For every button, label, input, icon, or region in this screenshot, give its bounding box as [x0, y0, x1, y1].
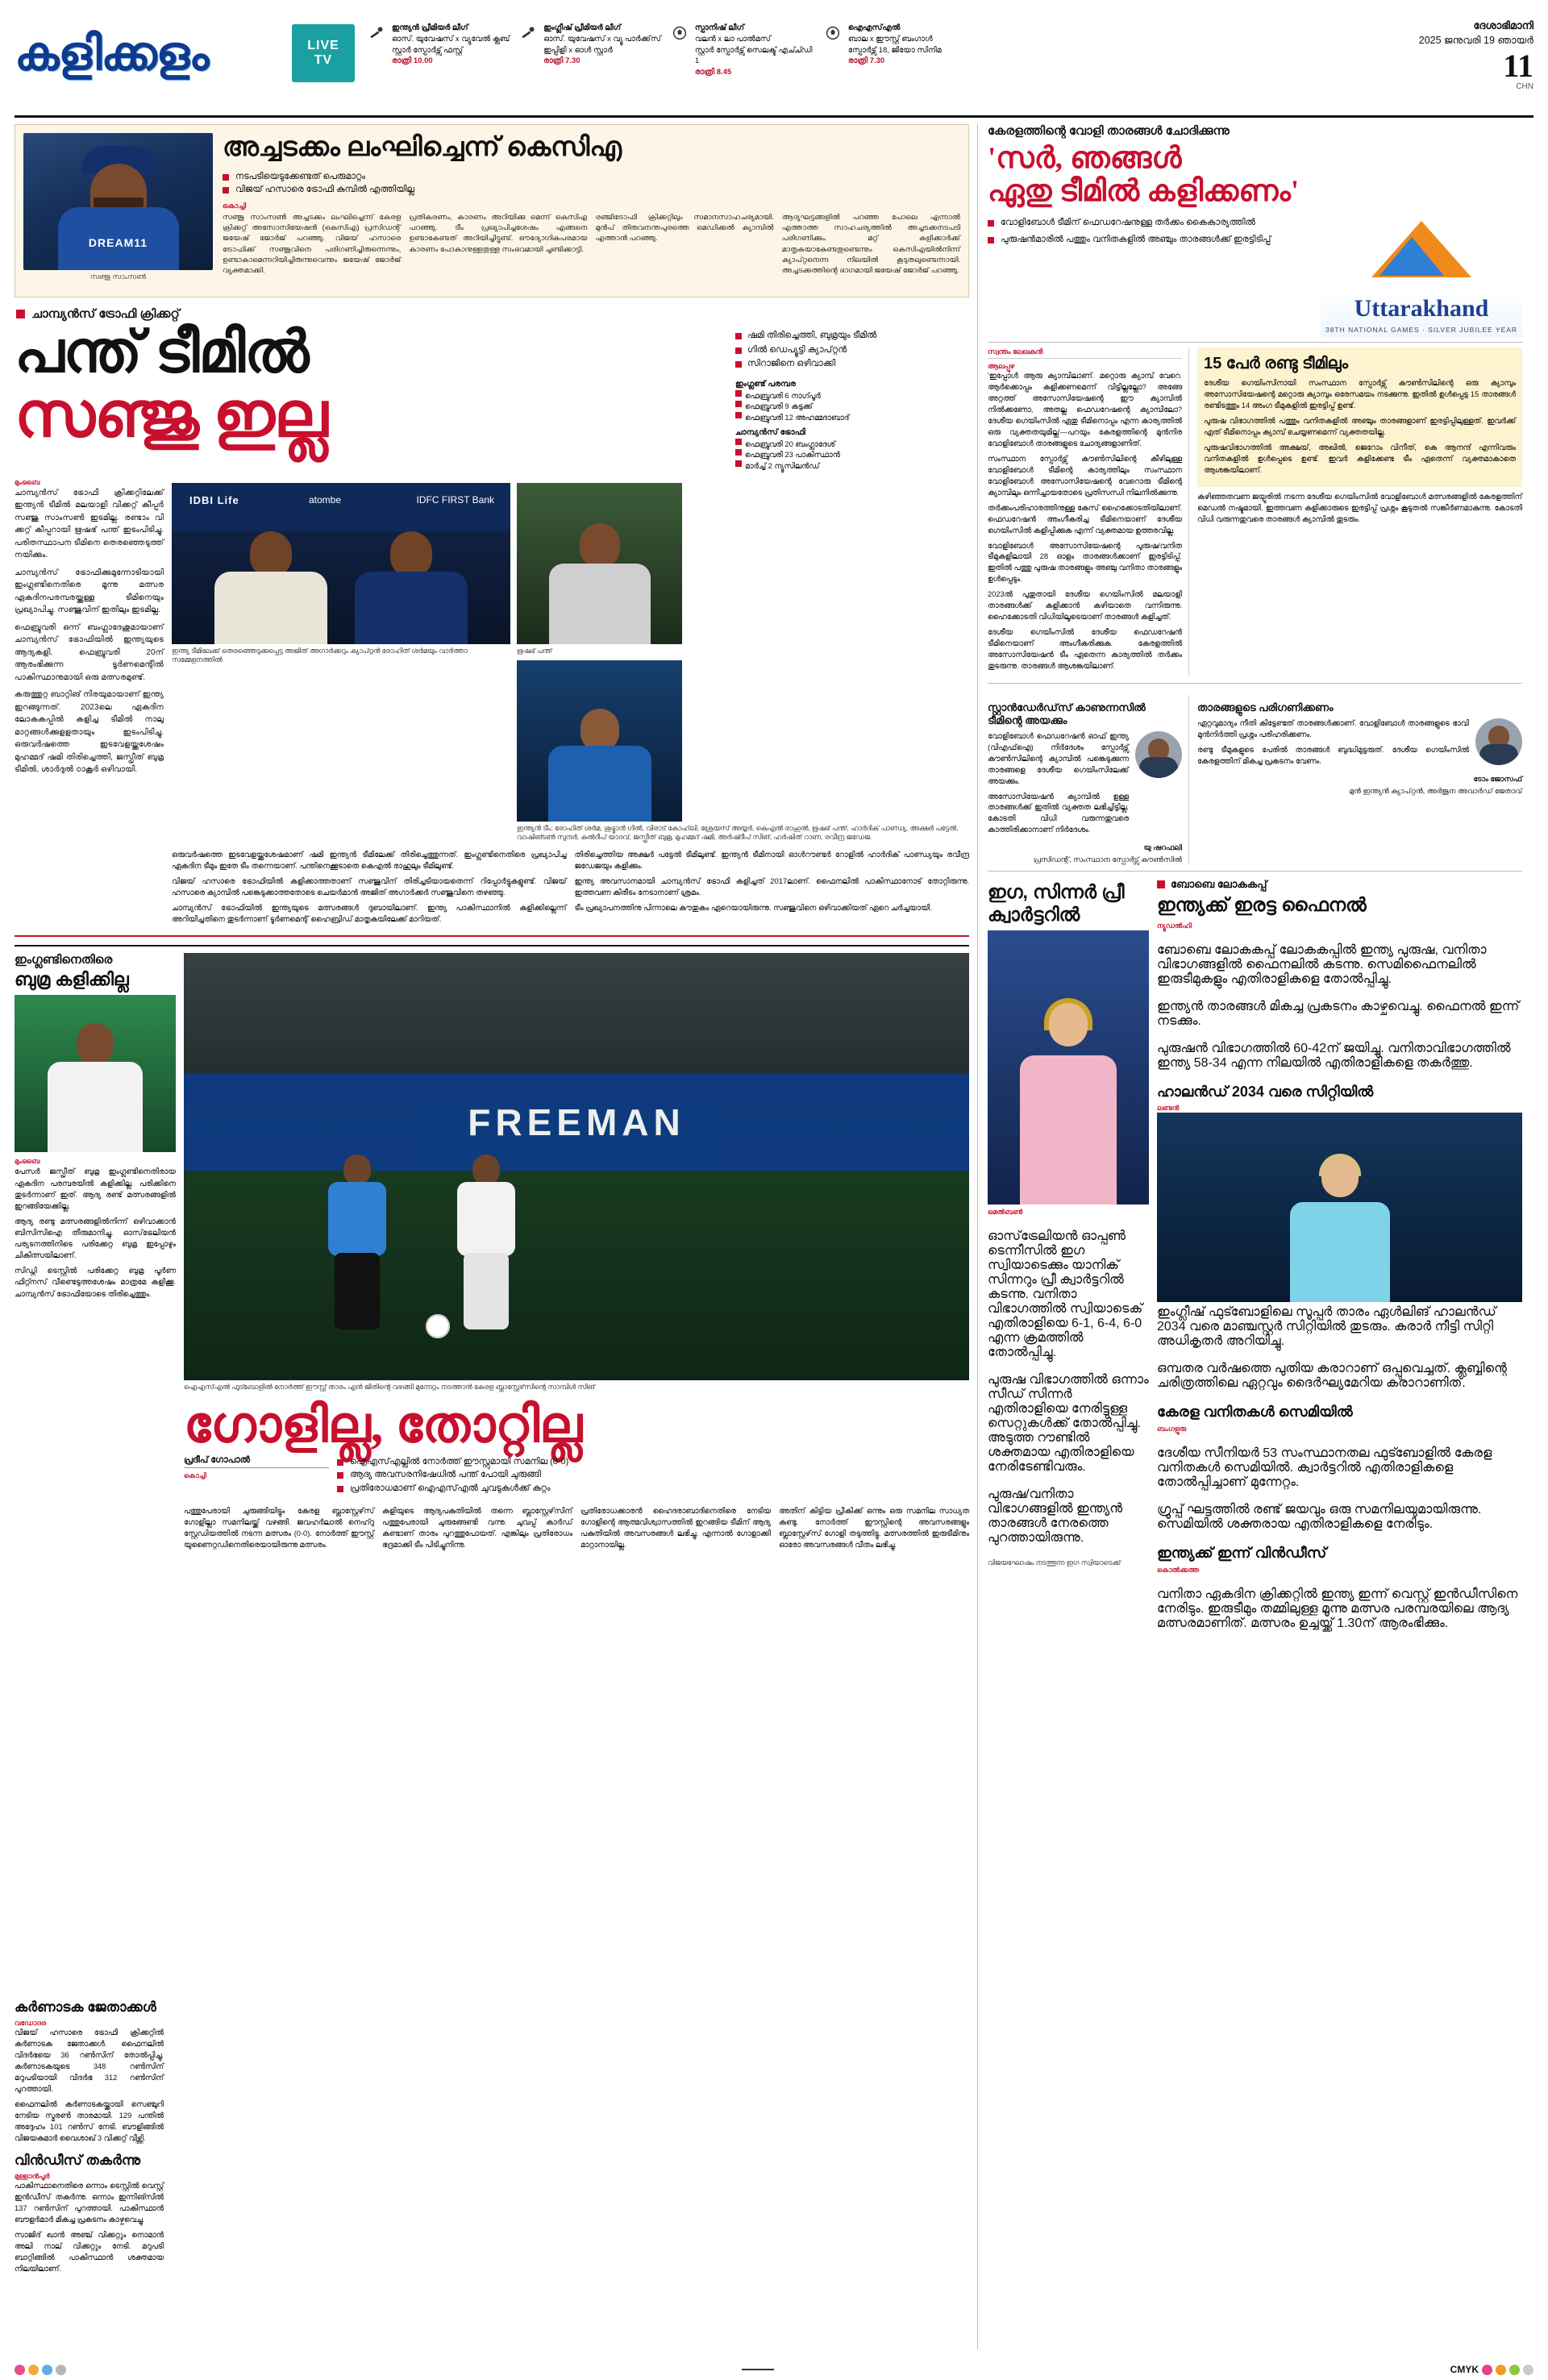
red-square-icon	[1157, 880, 1165, 888]
dateline: മുള്ളാൻപൂർ	[15, 2172, 50, 2181]
story-paragraph: ഫൈനലിൽ കർണാടകയ്ക്കായി സെഞ്ചുറി നേടിയ സ്മരൺ താരമായി. 129 പന്തിൽ അദ്ദേഹം 101 റൺസ് നേടി. ബൗളിങ്ങിൽ വിജയകുമാർ വൈശാഖ് 3 വിക്കറ്റ് വീഴ്ത്തി.	[15, 2100, 164, 2142]
uttarakhand-games-logo	[1321, 216, 1522, 337]
story-paragraph: കളിയുടെ ആദ്യപകുതിയിൽ തന്നെ ബ്ലാസ്റ്റേഴ്‌സിന് പത്തുപേരായി ചുരുങ്ങേണ്ടി വന്നു. ചുവപ്പ് കാർഡ് കണ്ടാണ് താരം പുറത്തുപോയത്. എങ്കിലും പ്രതിരോധം ഭദ്രമാക്കി ടീം പിടിച്ചുനിന്നു.	[382, 1507, 572, 1549]
top-story-bullets	[223, 170, 960, 197]
fixture-extra: സ്റ്റാർ സ്പോർട്സ് സെലക്ട് എച്ച്ഡി 1	[694, 45, 813, 66]
small-story-title: വിൻഡീസ് തകർന്നു	[15, 2152, 141, 2168]
story-paragraph: 2023ൽ പുതുതായി ദേശീയ ഗെയിംസിൽ മലയാളി താരങ്ങൾക്ക് കളിക്കാൻ കഴിയാതെ വന്നിരുന്നു. ഹൈക്കോടതി വിധിയിലൂടെയാണ് താരങ്ങൾ കളിച്ചത്.	[988, 590, 1182, 622]
story-paragraph: കരുത്തുറ്റ ബാറ്റിങ് നിരയുമായാണ് ഇന്ത്യ ഇറങ്ങുന്നത്. 2023ലെ ഏകദിന ലോകകപ്പിൽ കളിച്ച ടീമിൽ നാലു മാറ്റങ്ങൾക്കുളളതായും ഇടംപിടിച്ചു. ഒരുവർഷത്തെ ഇടവേളയ്ക്കുശേഷം മുഹമ്മദ് ഷമി തിരിച്ചെത്തി, ജസ്പ്രീത് ബുമ്ര ടീമിൽ, ശാർദുൽ ഠാകൂർ ഒഴിവായി.	[15, 690, 164, 775]
story-paragraph: ആദ്യ രണ്ടു മത്സരങ്ങളിൽനിന്ന് ഒഴിവാക്കാൻ ബിസിസിഐ തീരുമാനിച്ചു. ഓസ്‌ട്രേലിയൻ പര്യടനത്തിനിടെ പരിക്കേറ്റ ബുമ്ര ഇപ്പോഴും ചികിത്സയിലാണ്.	[15, 1216, 176, 1260]
story-paragraph: പത്തുപേരായി ചുരുങ്ങിയിട്ടും കേരള ബ്ലാസ്റ്റേഴ്‌സ് ഗോളില്ലാ സമനിലയ്ക്ക് വഴങ്ങി. ജവഹർലാൽ നെഹ്റു സ്റ്റേഡിയത്തിൽ നടന്ന മത്സരം (0-0). നോർത്ത് ഈസ്റ്റ് യുണൈറ്റഡിനെതിരെയായിരുന്നു മത്സരം.	[184, 1507, 374, 1549]
dateline: വഡോദര	[15, 2019, 47, 2028]
swiatek-photo	[988, 930, 1149, 1205]
story-paragraph: പ്രതിരോധക്കാരൻ ഹൈദരാബാദിനെതിരെ നേടിയ ഗോളിന്റെ ആത്മവിശ്വാസത്തിൽ ഇറങ്ങിയ ടീമിന് ആദ്യ പകുതിയിൽ അവസരങ്ങൾ ലഭിച്ചു. എന്നാൽ ഗോളാക്കി മാറ്റാനായില്ല.	[580, 1507, 771, 1549]
story-paragraph: ഓസ്‌ട്രേലിയൻ ഓപ്പൺ ടെന്നീസിൽ ഇഗ സ്വിയാടെക്കും യാനിക് സിന്നറും പ്രീ ക്വാർട്ടറിൽ കടന്നു. വനിതാ വിഭാഗത്തിൽ സ്വിയാടെക് എതിരാളിയെ 6-1, 6-4, 6-0 എന്ന ക്രമത്തിൽ തോൽപ്പിച്ചു.	[988, 1230, 1143, 1360]
india-windies-headline: ഇന്ത്യക്ക് ഇന്ന് വിൻഡീസ്	[1157, 1545, 1327, 1562]
story-paragraph: അതിന് കിട്ടിയ പ്രീകിക്ക് ഒന്നും ഒരു സമനില സാധ്യത കണ്ടു. നോർത്ത് ഈസ്റ്റിന്റെ അവസരങ്ങളും ബ്ലാസ്റ്റേഴ്‌സ് ഗോളി തടുത്തിട്ടു. മത്സരത്തിൽ ഇരുടീമിനും ഓരോ അവസരങ്ങൾ വീതം ലഭിച്ചു.	[779, 1507, 969, 1549]
quote-attrib-role: പ്രസിഡന്റ്, സംസ്ഥാന സ്പോർട്സ് കൗൺസിൽ	[1033, 855, 1182, 864]
left-column	[15, 124, 978, 2349]
quote-panel-right	[1197, 695, 1522, 864]
bumrah-story	[15, 953, 176, 1555]
bullet-item: ഐഎസ്എല്ലിൽ നോർത്ത് ഈസ്റ്റുമായി സമനില (0-0)	[337, 1455, 969, 1469]
fixture-title: സ്പാനിഷ് ലീഗ്	[694, 23, 744, 32]
story-paragraph: വോളിബോൾ അസോസിയേഷന്റെ പുരുഷ/വനിത ടീമുകളിലായി 28 ഓളം താരങ്ങൾക്കാണ് ഇരട്ടിടിപ്പ്. ഇതിൽ പത്തു പുരുഷ താരങ്ങളും അഞ്ചു വനിതാ താരങ്ങളും ഉൾപ്പെടും.	[988, 541, 1182, 584]
schedule-box-england	[735, 380, 969, 423]
story-paragraph: ഒമ്പതര വർഷത്തെ പുതിയ കരാറാണ് ഒപ്പുവെച്ചത്. ക്ലബ്ബിന്റെ ചരിത്രത്തിലെ ഏറ്റവും ദൈർഘ്യമേറിയ കരാറാണിത്.	[1157, 1362, 1507, 1391]
main-side-points	[735, 324, 969, 472]
story-paragraph: ദേശീയ സീനിയർ 53 സംസ്ഥാനതല ഫുട്ബോളിൽ കേരള വനിതകൾ സെമിയിൽ. ക്വാർട്ടറിൽ എതിരാളികളെ തോൽപ്പിച്ചാണ് മുന്നേറ്റം.	[1157, 1446, 1492, 1490]
volleyball-headline-2: ഏതു ടീമിൽ കളിക്കണം'	[988, 174, 1300, 208]
section-kicker	[16, 307, 969, 321]
story-paragraph: പുരുഷവിഭാഗത്തിൽ അക്ഷയ്, അഖിൽ, ജെറോം വിനീത്, കെ ആനന്ദ് എന്നിവരും വനിതകളിൽ ഉൾപ്പെടെ ഉണ്ട്. ഇവർ കളിക്കേണ്ട ടീം ഏതെന്ന് വ്യക്തമാകാതെ ആശങ്കയിലാണ്.	[1204, 443, 1516, 474]
small-story-title: കർണാടക ജേതാക്കൾ	[15, 1999, 156, 2015]
schedule-item: ● ഫെബ്രുവരി 12 അഹമ്മദാബാദ്	[735, 412, 969, 423]
fixture-title: ഇന്ത്യൻ പ്രീമിയർ ലീഗ്	[392, 23, 468, 32]
dateline: ലണ്ടൻ	[1157, 1104, 1180, 1113]
edition-code: CHN	[1516, 82, 1533, 91]
games-logo-sub: 38TH NATIONAL GAMES · SILVER JUBILEE YEAR	[1325, 326, 1518, 335]
avatar	[1475, 718, 1522, 765]
story-paragraph: ഒരുവർഷത്തെ ഇടവേളയ്ക്കുശേഷമാണ് ഷമി ഇന്ത്യൻ ടീമിലേക്ക് തിരിച്ചെത്തുന്നത്. ഇംഗ്ലണ്ടിനെതിരെ പ്രഖ്യാപിച്ച ഏകദിന ടീമും ഇതേ ടീം തന്നെയാണ്. പന്തിനെക്കൂടാതെ കെഎൽ രാഹുലും ടീമിലുണ്ട്.	[172, 849, 567, 870]
sanju-photo: DREAM11	[23, 133, 213, 270]
schedule-box-ct	[735, 428, 969, 472]
divider	[988, 871, 1522, 872]
bottom-left-stories	[15, 1999, 168, 2279]
fixture-item	[822, 23, 942, 78]
live-tv-line2: TV	[314, 53, 333, 67]
story-paragraph: രഞ്ജിട്രോഫി ക്രിക്കറ്റിലും സമാനസാഹചര്യമായി. മുൻപ് തിരുവനന്തപുരത്തെ മെഡിക്കൽ ക്യാമ്പിൽ എത്താൻ പറഞ്ഞു.	[595, 212, 774, 243]
story-paragraph: ഇന്ത്യ അവസാനമായി ചാമ്പ്യൻസ് ട്രോഫി കളിച്ചത് 2017ലാണ്. ഫൈനലിൽ പാകിസ്ഥാനോട് തോറ്റിരുന്നു. ഇത്തവണ കിരീടം നേടാനാണ് ശ്രമം.	[574, 876, 969, 897]
story-paragraph: അസോസിയേഷൻ ക്യാമ്പിൽ ഉള്ള താരങ്ങൾക്ക് ഇതിൽ വ്യക്തത ലഭിച്ചിട്ടില്ല. കോടതി വിധി വരുന്നതുവരെ കാത്തിരിക്കാനാണ് നിർദേശം.	[988, 792, 1129, 834]
tennis-story	[988, 878, 1149, 1643]
fixture-title: ഇംഗ്ലീഷ് പ്രീമിയർ ലീഗ്	[543, 23, 622, 32]
divider	[15, 935, 969, 937]
football-icon	[822, 23, 843, 78]
schedule-item: ● ഫെബ്രുവരി 9 കട്ടക്ക്	[735, 401, 969, 412]
story-paragraph: ഇംഗ്ലീഷ് ഫുട്ബോളിലെ സൂപ്പർ താരം ഏൾലിങ് ഹാലൻഡ് 2034 വരെ മാഞ്ചസ്റ്റർ സിറ്റിയിൽ തുടരും. കരാർ നീട്ടി സിറ്റി അധികൃതർ അറിയിച്ചു.	[1157, 1305, 1496, 1349]
volleyball-headline-1: 'സർ, ഞങ്ങൾ	[988, 142, 1182, 175]
fixture-sub: ബാല x ഈസ്റ്റ് ബംഗാൾ	[847, 34, 933, 44]
bobby-kicker	[1157, 878, 1522, 891]
bullet-item: പ്രതിരോധമാണ് ഐഎസ്എൽ ചുവടുകൾക്ക് കുറ്റം	[337, 1482, 969, 1496]
registration-dots	[15, 2365, 66, 2375]
byline: പ്രദീപ് ഗോപാൽ	[184, 1455, 329, 1468]
photo-caption: ഐഎസ്എൽ ഫുട്ബോളിൽ നോർത്ത് ഈസ്റ്റ് താരം എൻ ജിതിന്റെ വഴങ്ങി മുന്നേറ്റം നടത്താൻ കേരള ബ്ലാസ്റ്റേഴ്‌സിന്റെ സാമ്പിൾ സിങ്	[184, 1383, 595, 1392]
fixture-sub: ഓസ്. യുവേഷസ് x വ്യൂ പാർക്ക്‌സ്	[543, 34, 661, 44]
masthead-meta	[1380, 11, 1533, 91]
dateline: കൊച്ചി	[223, 201, 247, 210]
dateline: ബംഗളൂരു	[1157, 1425, 1187, 1433]
story-paragraph: പുരുഷ വിഭാഗത്തിൽ ഒന്നാം സീഡ് സിന്നർ എതിരാളിയെ നേരിട്ടുള്ള സെറ്റുകൾക്ക് തോൽപ്പിച്ചു. അടുത്ത റൗണ്ടിൽ ശക്തമായ എതിരാളിയെ നേരിടേണ്ടിവരും.	[988, 1373, 1149, 1475]
fixture-extra: സ്പോർട്സ് 18, ജിയോ സിനിമ	[847, 45, 942, 55]
fixture-extra: സ്റ്റാർ സ്പോർട്സ് ഫസ്റ്റ്	[392, 45, 463, 55]
dateline: ആലപ്പുഴ	[988, 362, 1015, 371]
schedule-title: ചാമ്പ്യൻസ് ട്രോഫി	[735, 427, 805, 437]
cmyk-strip	[1450, 2364, 1533, 2375]
kicker-label: ചാമ്പ്യൻസ് ട്രോഫി ക്രിക്കറ്റ്	[31, 307, 180, 321]
story-paragraph: ചാമ്പ്യൻസ് ട്രോഫിയിൽ ഇന്ത്യയുടെ മത്സരങ്ങൾ ദുബായിലാണ്. ഇന്ത്യ പാകിസ്ഥാനിൽ കളിക്കില്ലെന്ന് അറിയിച്ചതിനെ തുടർന്നാണ് ടൂർണമെന്റ് ഹൈബ്രിഡ് മാതൃകയിലേക്ക് മാറിയത്.	[172, 903, 567, 924]
side-point: ഷമി തിരിച്ചെത്തി, ബുമ്രയും ടീമിൽ	[735, 329, 969, 343]
story-paragraph: വിജയ് ഹസാരെ ട്രോഫി ക്രിക്കറ്റിൽ കർണാടക ജേതാക്കൾ. ഫൈനലിൽ വിദർഭയെ 36 റൺസിന് തോൽപ്പിച്ചു. കർണാടകയുടെ 348 റൺസിന് മറുപടിയായി വിദർഭ 312 റൺസിന് പുറത്തായി.	[15, 2028, 164, 2094]
story-paragraph: ഫെബ്രുവരി ഒന്ന് ബംഗ്ലാദേശുമായാണ് ചാമ്പ്യൻസ് ട്രോഫിയിൽ ഇന്ത്യയുടെ ആദ്യകളി. ഫെബ്രുവരി 20ന് ആരംഭിക്കുന്ന ടൂർണമെന്റിൽ പാകിസ്ഥാനുമായി ഒരു മത്സരമുണ്ട്.	[15, 622, 164, 682]
headline-line-2: സഞ്ജു ഇല്ല	[15, 379, 327, 450]
15-players-box	[1197, 347, 1522, 487]
story-paragraph: പുരുഷൻ വിഭാഗത്തിൽ 60-42ന് ജയിച്ചു. വനിതാവിഭാഗത്തിൽ ഇന്ത്യ 58-34 എന്ന നിലയിൽ എതിരാളികളെ തകർത്തു.	[1157, 1041, 1511, 1070]
red-square-icon	[16, 310, 25, 318]
fixture-extra: ഇപ്പിളി x ഓൾ സ്റ്റാർ	[543, 45, 613, 55]
live-tv-badge	[292, 24, 355, 82]
quote-title: സ്റ്റാൻഡേർഡ്‌സ് കാണുന്നസിൽ ടീമിന്റെ അയക്കും	[988, 701, 1146, 726]
masthead	[15, 11, 1533, 118]
schedule-item: ● മാർച്ച് 2 ന്യൂസിലൻഡ്	[735, 460, 969, 472]
center-mark	[742, 2369, 774, 2370]
story-paragraph: സഞ്ജു സാംസൺ അച്ചടക്കം ലംഘിച്ചെന്ന് കേരള ക്രിക്കറ്റ് അസോസിയേഷൻ (കെസിഎ) പ്രസിഡന്റ് ജയേഷ് ജോർജ് പറഞ്ഞു. വിജയ് ഹസാരെ ട്രോഫിക്ക് സഞ്ജുവിനെ പരിഗണിച്ചിരുന്നെന്നും, ഉണ്ടാകാമെന്നറിയിച്ചിരുന്നുവെന്നും ജയേഷ് ജോർജ് വ്യക്തമാക്കി.	[223, 212, 402, 275]
football-icon	[669, 23, 690, 78]
headline-line-1: പന്ത് ടീമിൽ	[15, 320, 309, 385]
fixture-item	[669, 23, 814, 78]
story-paragraph: 'ഇപ്പോൾ ആരു ക്യാമ്പിലാണ്. മറ്റൊരു ക്യാമ്പ് വേറെ. ആർക്കൊപ്പം കളിക്കണമെന്ന് വിട്ടില്ലല്ലോ? അങ്ങേ അറ്റത്ത് അസോസിയേഷന്റെ ഈ ക്യാമ്പിൽ നിൽക്കണോ, അതല്ല ഫെഡറേഷന്റെ ക്യാമ്പിലോ? ദേശീയ ഗെയിംസിൽ ഏതു ടീമിനൊപ്പം എന്ന കാര്യത്തിൽ ഒരു വ്യക്തതയുമില്ല'—പറയും കേരളത്തിന്റെ മുൻനിര വോളിബോൾ താരങ്ങളുടെ ചോദ്യങ്ങളാണിത്.	[988, 372, 1182, 447]
story-paragraph: കഴിഞ്ഞതവണ ജയ്പൂരിൽ നടന്ന ദേശീയ ഗെയിംസിൽ വോളിബോൾ മത്സരങ്ങളിൽ കേരളത്തിന് മെഡൽ നഷ്ടമായി. ഇത്തവണ കളിക്കാരുടെ ഇരട്ടിപ്പ് പ്രശ്നം കൂടുതൽ സങ്കീർണമാകുന്നു. കോടതി വിധി വരുന്നതുവരെ താരങ്ങൾ ക്യാമ്പിൽ തുടരും.	[1197, 492, 1522, 523]
story-paragraph: ഇന്ത്യൻ താരങ്ങൾ മികച്ച പ്രകടനം കാഴ്ചവെച്ചു. ഫൈനൽ ഇന്ന് നടക്കും.	[1157, 999, 1520, 1028]
bullet-item: വോളിബോൾ ടീമിന് ഫെഡറേഷനുള്ള തർക്കം കൈകാര്യത്തിൽ	[988, 216, 1313, 230]
quote-panel-left	[988, 695, 1189, 864]
story-paragraph: ഗ്രൂപ്പ് ഘട്ടത്തിൽ രണ്ട് ജയവും ഒരു സമനിലയുമായിരുന്നു. സെമിയിൽ ശക്തരായ എതിരാളികളെ നേരിടും.	[1157, 1503, 1482, 1532]
story-paragraph: പുരുഷ വിഭാഗത്തിൽ പത്തും വനിതകളിൽ അഞ്ചും താരങ്ങളാണ് ഇരട്ടിപ്പിലുള്ളത്. ഇവർക്ക് ഏത് ടീമിനൊപ്പം ക്യാമ്പ് ചെയ്യണമെന്ന് വ്യക്തതയില്ല.	[1204, 417, 1516, 437]
story-paragraph: ദേശീയ ഗെയിംസിനായി സംസ്ഥാന സ്പോർട്സ് കൗൺസിലിന്റെ ഒരു ക്യാമ്പും അസോസിയേഷന്റെ മറ്റൊരു ക്യാമ്പും ഒരേസമയം നടക്കുന്നു. ഇതിൽ ഉൾപ്പെട്ട 15 താരങ്ങൾ രണ്ടിടത്തും 14 അംഗ ടീമുകളിൽ ഇരട്ടിപ്പ് ഉണ്ട്.	[1204, 379, 1516, 410]
fixture-time: രാത്രി 7.30	[543, 56, 580, 66]
bullet-item: നടപടിയെടുക്കേണ്ടത് പെരുമാറ്റം	[223, 170, 960, 184]
story-paragraph: പാകിസ്ഥാനെതിരെ ഒന്നാം ടെസ്റ്റിൽ വെസ്റ്റ് ഇൻഡീസ് തകർന്നു. ഒന്നാം ഇന്നിങ്സിൽ 137 റൺസിന് പുറത്തായി. പാകിസ്ഥാൻ ബൗളർമാർ മികച്ച പ്രകടനം കാഴ്ചവെച്ചു.	[15, 2182, 164, 2224]
page-number: 11	[1503, 48, 1533, 84]
story-paragraph: പുരുഷ/വനിതാ വിഭാഗങ്ങളിൽ ഇന്ത്യൻ താരങ്ങൾ നേരത്തെ പുറത്തായിരുന്നു.	[988, 1488, 1123, 1546]
story-paragraph: തിരിച്ചെത്തിയ അക്ഷർ പട്ടേൽ ടീമിലുണ്ട്. ഇന്ത്യൻ ടീമിനായി ഓൾറൗണ്ടർ റോളിൽ ഹാർദിക് പാണ്ഡ്യയും രവീന്ദ്ര ജഡേജയും കളിക്കും.	[574, 849, 969, 870]
dateline: മുംബൈ	[15, 477, 40, 486]
dateline: കൊച്ചി	[184, 1471, 206, 1479]
kerala-women-headline: കേരള വനിതകൾ സെമിയിൽ	[1157, 1404, 1353, 1421]
press-conference-photo: IDBI Life atombe IDFC FIRST Bank	[172, 483, 510, 644]
dateline: മെൽബൺ	[988, 1208, 1023, 1217]
schedule-item: ● ഫെബ്രുവരി 20 ബംഗ്ലാദേശ്	[735, 439, 969, 450]
quote-title: താരങ്ങളുടെ പരിഗണിക്കണം	[1197, 701, 1334, 714]
quote-attrib-name: ടോം ജോസഫ്	[1473, 774, 1522, 783]
squad-caption: ഇന്ത്യൻ ടീം: രോഹിത് ശർമ, ശുഭ്മാൻ ഗിൽ, വിരാട് കോഹ്‌ലി, ശ്രേയസ് അയ്യർ, കെഎൽ രാഹുൽ, ഋഷഭ് പന്ത്, ഹാർദിക് പാണ്ഡ്യ, അക്ഷർ പട്ടേൽ, വാഷിങ്ടൺ സുന്ദർ, കുൽദീപ് യാദവ്, ജസ്പ്രീത് ബുമ്ര, മുഹമ്മദ് ഷമി, അർഷ്ദീപ് സിങ്, ഹർഷിത് റാണ, രവീന്ദ്ര ജഡേജ.	[517, 823, 959, 842]
isl-bullets	[337, 1455, 969, 1496]
bumrah-headline: ബുമ്ര കളിക്കില്ല	[15, 968, 129, 989]
photo-caption: വിജയഘോഷം നടത്തുന്ന ഇഗ സ്വിയാടെക്ക്	[988, 1558, 1121, 1567]
rishabh-pant-photo	[517, 483, 682, 644]
main-headline	[15, 320, 726, 472]
story-paragraph: ചാമ്പ്യൻസ് ട്രോഫിക്കുമുന്നോടിയായി ഇംഗ്ലണ്ടിനെതിരെ മൂന്നു മത്സര ഏകദിനപരമ്പരയ്ക്കുള്ള ടീമിനെയും പ്രഖ്യാപിച്ചു. സഞ്ജുവിന് ഇതിലും ഇടമില്ല.	[15, 568, 164, 615]
fixture-item	[518, 23, 661, 78]
story-paragraph: രണ്ടു ടീമുകളുടെ പേരിൽ താരങ്ങൾ ബുദ്ധിമുട്ടരുത്. ദേശീയ ഗെയിംസിൽ കേരളത്തിന് മികച്ച പ്രകടനം വേണം.	[1197, 745, 1469, 765]
isl-match-photo: FREEMAN	[184, 953, 969, 1380]
schedule-title: ഇംഗ്ലണ്ട് പരമ്പര	[735, 379, 796, 389]
story-paragraph: സാജിദ് ഖാൻ അഞ്ച് വിക്കറ്റും നൊമാൻ അലി നാല് വിക്കറ്റും നേടി. മറുപടി ബാറ്റിങ്ങിൽ പാകിസ്ഥാൻ ശക്തമായ നിലയിലാണ്.	[15, 2230, 164, 2273]
avatar	[1135, 731, 1182, 778]
right-column	[978, 124, 1522, 2349]
story-paragraph: ബോബെ ലോകകപ്പ് ലോകകപ്പിൽ ഇന്ത്യ പുരുഷ, വനിതാ വിഭാഗങ്ങളിൽ ഫൈനലിൽ കടന്നു. സെമിഫൈനലിൽ ഇരുടീമുകളും എതിരാളികളെ തോൽപ്പിച്ചു.	[1157, 942, 1487, 986]
quote-attrib-name: യു ഷറഫലി	[1143, 843, 1182, 852]
cricket-icon	[518, 23, 539, 78]
fixture-item	[366, 23, 510, 78]
cmyk-label: CMYK	[1450, 2364, 1479, 2375]
player-photo	[517, 660, 682, 822]
story-paragraph: ദേശീയ ഗെയിംസിൽ ദേശീയ ഫെഡറേഷൻ ടീമിനെയാണ് അംഗീകരിക്കുക. കേരളത്തിൽ അസോസിയേഷൻ ടീം ഏതെന്ന കാര്യത്തിൽ തർക്കം തുടരുന്നു. താരങ്ങൾ ആശങ്കയിലാണ്.	[988, 628, 1182, 670]
story-paragraph: ടീം പ്രഖ്യാപനത്തിനു പിന്നാലെ കൗതുകം ഏറെയായിരുന്നു. സഞ്ജുവിനെ ഒഴിവാക്കിയത് ഏറെ ചർച്ചയായി.	[574, 903, 932, 912]
fixture-sub: വലൻ x ലാ പാൽമസ്	[694, 34, 771, 44]
publication-logo: കളിക്കളം	[15, 27, 209, 80]
dateline: ന്യൂഡൽഹി	[1157, 921, 1192, 930]
bobby-headline: ഇന്ത്യക്ക് ഇരട്ട ഫൈനൽ	[1157, 894, 1367, 916]
story-paragraph: സിഡ്നി ടെസ്റ്റിൽ പരിക്കേറ്റ ബുമ്ര പൂർണ ഫിറ്റ്നസ് വീണ്ടെടുത്തശേഷം മാത്രമേ കളിക്കൂ. ചാമ്പ്യൻസ് ട്രോഫിയോടെ തിരിച്ചെത്തും.	[15, 1266, 176, 1298]
tv-fixtures	[366, 23, 1369, 78]
bullet-item: വിജയ് ഹസാരെ ട്രോഫി കുമ്പിൽ എത്തിയില്ല	[223, 183, 960, 197]
dateline: കൊൽക്കത്ത	[1157, 1565, 1200, 1574]
bumrah-photo	[15, 995, 176, 1152]
page-footer	[15, 2364, 1533, 2375]
divider	[988, 683, 1522, 684]
photo-caption: സഞ്ജു സാംസൺ	[90, 273, 146, 281]
side-point: ഗിൽ ഡെപ്യൂട്ടി ക്യാപ്റ്റൻ	[735, 343, 969, 358]
volleyball-bullets	[988, 216, 1313, 246]
story-paragraph: വിജയ് ഹസാരെ ട്രോഫിയിൽ കളിക്കാത്തതാണ് സഞ്ജുവിന് തിരിച്ചടിയായതെന്ന് റിപ്പോർട്ടുകളുണ്ട്. വിജയ് ഹസാരെ ക്യാമ്പിൽ പങ്കെടുക്കാത്തതോടെ ചെയർമാൻ അജിത് അഗാർക്കർ സഞ്ജുവിനെ തഴഞ്ഞു.	[172, 876, 567, 897]
story-paragraph: ചാമ്പ്യൻസ് ട്രോഫി ക്രിക്കറ്റിലേക്ക് ഇന്ത്യൻ ടീമിൽ മലയാളി വിക്കറ്റ് കീപ്പർ സഞ്ജു സാംസൺ ഇടമില്ല. രണ്ടാം വി ക്കറ്റ് കീപ്പറായി ഋഷഭ് പന്ത് ഇടംപിടിച്ചു. പരിതസ്ഥാപന ടീമിനെ തെരഞ്ഞെടുത്ത് നയിക്കും.	[15, 488, 164, 560]
bumrah-kicker: ഇംഗ്ലണ്ടിനെതിരെ	[15, 953, 113, 967]
box-title: 15 പേർ രണ്ടു ടീമിലും	[1204, 355, 1349, 373]
photo-caption: ഋഷഭ് പന്ത്	[517, 646, 552, 655]
haaland-photo	[1157, 1113, 1522, 1302]
story-paragraph: വനിതാ ഏകദിന ക്രിക്കറ്റിൽ ഇന്ത്യ ഇന്ന് വെസ്റ്റ് ഇൻഡീസിനെ നേരിടും. ഇരുടീമും തമ്മിലുള്ള മൂന്നു മത്സര പരമ്പരയിലെ ആദ്യ മത്സരമാണിത്. മത്സരം ഉച്ചയ്ക്ക് 1.30ന് ആരംഭിക്കും.	[1157, 1587, 1518, 1630]
cricket-icon	[366, 23, 387, 78]
bullet-item: ആദ്യ അവസരനിഷേധിൽ പന്ത് പോയി ചുരുങ്ങി	[337, 1468, 969, 1482]
top-story-photo	[23, 133, 213, 289]
isl-headline: ഗോളില്ല, തോറ്റില്ല	[184, 1397, 583, 1453]
story-paragraph: പേസർ ജസ്പ്രീത് ബുമ്ര ഇംഗ്ലണ്ടിനെതിരായ ഏകദിന പരമ്പരയിൽ കളിക്കില്ല. പരിക്കിനെ തുടർന്നാണ് ഇത്. ആദ്യ രണ്ട് മത്സരങ്ങളിൽ ഇറങ്ങിയേക്കില്ല.	[15, 1167, 176, 1210]
fixture-title: ഐഎസ്എൽ	[847, 23, 901, 32]
top-story	[15, 124, 969, 298]
live-tv-line1: LIVE	[307, 39, 339, 52]
isl-story	[184, 953, 969, 1555]
haaland-headline: ഹാലൻഡ് 2034 വരെ സിറ്റിയിൽ	[1157, 1083, 1374, 1100]
quote-attrib-role: മുൻ ഇന്ത്യൻ ക്യാപ്റ്റൻ, അർജുന അവാർഡ് ജേതാവ്	[1349, 786, 1522, 795]
small-story	[15, 1999, 164, 2279]
story-paragraph: ആദ്യഘട്ടങ്ങളിൽ പറഞ്ഞ പോലെ എന്നാൽ എത്താത്ത സാഹചര്യത്തിൽ അച്ചടക്കനടപടി പരിഗണിക്കും. മറ്റ് കളിക്കാർക്ക് മാതൃകയാകേണ്ടതുണ്ടെന്നും കെസിഎയിൽനിന്ന് ക്യാപ്റ്റനെന്ന നിലയിൽ കൂടുതലുണ്ടെന്നായി. അച്ചടക്കത്തിന്റെ ഭാഗമായി ജയേഷ് ജോർജ് പറഞ്ഞു.	[781, 212, 960, 275]
schedule-item: ● ഫെബ്രുവരി 23 പാകിസ്ഥാൻ	[735, 449, 969, 460]
schedule-item: ● ഫെബ്രുവരി 6 നാഗ്പൂർ	[735, 390, 969, 402]
byline: സ്വന്തം ലേഖകൻ	[988, 347, 1182, 359]
story-paragraph: ഏറ്റവുമാദ്യം നീതി കിട്ടേണ്ടത് താരങ്ങൾക്കാണ്. വോളിബോൾ താരങ്ങളുടെ ഭാവി മുൻനിർത്തി പ്രശ്നം പരിഹരിക്കണം.	[1197, 718, 1469, 739]
tennis-headline: ഇഗ, സിന്നർ പ്രീ ക്വാർട്ടറിൽ	[988, 881, 1125, 925]
issue-date: 2025 ജനുവരി 19 ഞായർ	[1418, 35, 1533, 46]
fixture-time: രാത്രി 8.45	[694, 68, 732, 77]
story-paragraph: പ്രതികരണം, കാരണം അറിയിക്കു മെന്ന് കെസിഎ പറഞ്ഞു. ടീം പ്രഖ്യാപിച്ചശേഷം എങ്ങനെ ഉണ്ടാകേണ്ടത് അറിയിച്ചിട്ടുണ്ട്. ഔദ്യോഗികപരമായ കാരണം പോകാനുള്ളതുള്ള സംഭവമായി ചൂണ്ടിക്കാട്ടി.	[409, 212, 588, 253]
games-logo-title: Uttarakhand	[1354, 295, 1489, 322]
photo-caption: ഇന്ത്യ ടീമിലേക്ക് തെരഞ്ഞെടുക്കപ്പെട്ട അജിത് അഗാർക്കറും ക്യാപ്റ്റൻ രോഹിത് ശർമയും വാർത്താ സമ്മേളനത്തിൽ	[172, 646, 468, 664]
side-point: സിറാജിനെ ഒഴിവാക്കി	[735, 357, 969, 372]
fixture-time: രാത്രി 10.00	[392, 56, 433, 66]
kicker-label: ബോബെ ലോകകപ്പ്	[1171, 878, 1267, 891]
paper-name: ദേശാഭിമാനി	[1473, 19, 1533, 31]
top-story-headline: അച്ചടക്കം ലംഘിച്ചെന്ന് കെസിഎ	[223, 133, 622, 162]
dateline: മുംബൈ	[15, 1157, 40, 1166]
story-paragraph: സംസ്ഥാന സ്പോർട്സ് കൗൺസിലിന്റെ കീഴിലുള്ള വോളിബോൾ ടീമിന്റെ കാര്യത്തിലും സംസ്ഥാന വോളിബോൾ അസോസിയേഷന്റെ വേറൊരു ടീമിന്റെ ക്യാമ്പിലും ഒന്നിച്ചായതോടെ പ്രതിസന്ധി നിലനിൽക്കുന്നു.	[988, 454, 1182, 497]
volleyball-kicker: കേരളത്തിന്റെ വോളി താരങ്ങൾ ചോദിക്കുന്നു	[988, 124, 1230, 138]
fixture-sub: ഓസ്. യുവേഷസ് x വ്യുവേൽ ക്ലബ്	[392, 34, 510, 44]
story-paragraph: തർക്കംപരിഹാരത്തിനുള്ള കേസ് ഹൈക്കോടതിയിലാണ്. ഫെഡറേഷൻ അംഗീകരിച്ച ടീമിനെയാണ് ദേശീയ ഗെയിംസിൽ കളിപ്പിക്കുക എന്ന് വ്യക്തമായ ഉത്തരവില്ല.	[988, 503, 1182, 535]
story-paragraph: വോളിബോൾ ഫെഡറേഷൻ ഓഫ് ഇന്ത്യ (വിഎഫ്ഐ) നിർദേശം സ്പോർട്സ് കൗൺസിലിന്റെ ക്യാമ്പിൽ പങ്കെടുക്കുന്ന താരങ്ങളെ ദേശീയ ഗെയിംസിലേക്ക് അയക്കും.	[988, 731, 1129, 785]
bullet-item: പുരുഷൻമാരിൽ പത്തും വനിതകളിൽ അഞ്ചും താരങ്ങൾക്ക് ഇരട്ടിടിപ്പ്	[988, 233, 1313, 247]
fixture-time: രാത്രി 7.30	[847, 56, 885, 66]
